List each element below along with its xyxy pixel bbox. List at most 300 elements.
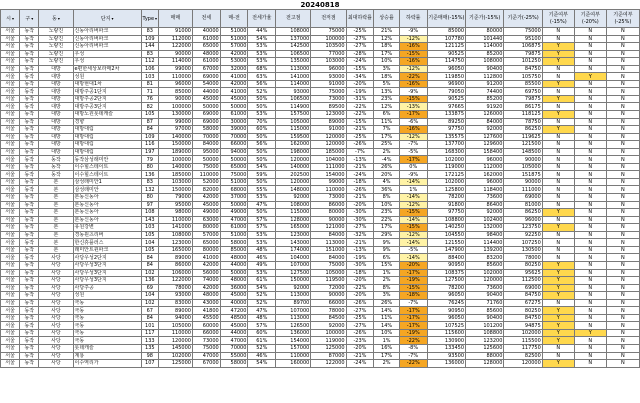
table-cell[interactable]: 86250	[504, 209, 542, 217]
table-cell[interactable]: 45000	[220, 322, 248, 330]
table-cell[interactable]: 우성	[73, 50, 141, 58]
table-cell[interactable]: -24%	[346, 171, 374, 179]
table-cell[interactable]: 89500	[311, 103, 346, 111]
table-cell[interactable]: 110000	[158, 329, 192, 337]
table-cell[interactable]: -12%	[399, 65, 427, 73]
table-cell[interactable]: 122000	[311, 360, 346, 368]
table-cell[interactable]: 130500	[504, 246, 542, 254]
table-cell[interactable]: 63%	[248, 73, 276, 81]
table-cell[interactable]: 50%	[248, 148, 276, 156]
table-cell[interactable]: 17%	[374, 224, 400, 232]
table-cell[interactable]: N	[542, 194, 574, 202]
table-cell[interactable]: 133	[141, 337, 158, 345]
table-cell[interactable]: -15%	[346, 118, 374, 126]
table-cell[interactable]: 116	[141, 141, 158, 149]
table-cell[interactable]: 100000	[158, 156, 192, 164]
table-cell[interactable]: 78000	[504, 254, 542, 262]
table-cell[interactable]: -19%	[399, 329, 427, 337]
table-cell[interactable]: 74400	[466, 88, 504, 96]
table-cell[interactable]: 100000	[311, 329, 346, 337]
table-cell[interactable]: 대방주공2단지	[73, 95, 141, 103]
table-cell[interactable]: N	[574, 231, 606, 239]
table-cell[interactable]: 80250	[504, 307, 542, 315]
table-cell[interactable]: 104	[141, 239, 158, 247]
table-cell[interactable]: 서울	[1, 277, 20, 285]
table-cell[interactable]: 서울	[1, 194, 20, 202]
table-cell[interactable]: 17%	[374, 50, 400, 58]
table-cell[interactable]: 75000	[192, 163, 220, 171]
table-cell[interactable]: 121000	[311, 224, 346, 232]
table-cell[interactable]: 노량진	[39, 43, 73, 51]
table-cell[interactable]: N	[606, 118, 639, 126]
table-cell[interactable]: -20%	[399, 261, 427, 269]
table-cell[interactable]: 133875	[427, 111, 465, 119]
table-cell[interactable]: 75000	[504, 28, 542, 36]
table-cell[interactable]: 동작	[20, 239, 39, 247]
table-cell[interactable]: 119850	[427, 73, 465, 81]
table-cell[interactable]: 58000	[220, 239, 248, 247]
table-cell[interactable]: 159500	[276, 133, 311, 141]
table-cell[interactable]: N	[606, 186, 639, 194]
table-cell[interactable]: 대방대림	[73, 141, 141, 149]
table-cell[interactable]: -21%	[346, 352, 374, 360]
table-cell[interactable]: 81000	[504, 201, 542, 209]
table-cell[interactable]: -21%	[346, 194, 374, 202]
table-cell[interactable]: Y	[542, 337, 574, 345]
table-cell[interactable]: 50000	[220, 269, 248, 277]
table-cell[interactable]: 6%	[374, 254, 400, 262]
table-cell[interactable]: N	[574, 28, 606, 36]
table-cell[interactable]: 52%	[248, 299, 276, 307]
table-cell[interactable]: 102000	[466, 269, 504, 277]
column-header[interactable]: Type▾	[141, 10, 158, 28]
table-cell[interactable]: 동작	[20, 201, 39, 209]
table-cell[interactable]: 42000	[220, 50, 248, 58]
table-cell[interactable]: 67	[141, 307, 158, 315]
table-cell[interactable]: 41000	[192, 254, 220, 262]
table-cell[interactable]: 90400	[466, 65, 504, 73]
table-cell[interactable]: 51000	[220, 35, 248, 43]
table-cell[interactable]: 8%	[374, 194, 400, 202]
table-cell[interactable]: 50%	[248, 103, 276, 111]
table-cell[interactable]: 동작	[39, 156, 73, 164]
table-cell[interactable]: 102	[141, 269, 158, 277]
column-header[interactable]: 단지▾	[73, 10, 141, 28]
table-cell[interactable]: 96050	[427, 314, 465, 322]
table-cell[interactable]: 82	[141, 103, 158, 111]
table-cell[interactable]: 120000	[504, 360, 542, 368]
table-cell[interactable]: 126500	[276, 322, 311, 330]
table-cell[interactable]: 22%	[374, 216, 400, 224]
table-cell[interactable]: 47200	[220, 307, 248, 315]
table-cell[interactable]: 132	[141, 186, 158, 194]
table-cell[interactable]: 대방	[39, 118, 73, 126]
table-cell[interactable]: -14%	[399, 178, 427, 186]
table-cell[interactable]: 150000	[276, 277, 311, 285]
table-cell[interactable]: 78000	[311, 307, 346, 315]
table-cell[interactable]: 서울	[1, 50, 20, 58]
table-cell[interactable]: 108000	[466, 58, 504, 66]
table-cell[interactable]: 136000	[276, 329, 311, 337]
table-cell[interactable]: 75000	[311, 88, 346, 96]
table-cell[interactable]: 83	[141, 50, 158, 58]
table-cell[interactable]: N	[606, 224, 639, 232]
column-header[interactable]: 매-전	[220, 10, 248, 28]
table-cell[interactable]: N	[606, 277, 639, 285]
table-cell[interactable]: -18%	[346, 178, 374, 186]
table-cell[interactable]: -20%	[346, 80, 374, 88]
table-cell[interactable]: -24%	[346, 58, 374, 66]
table-cell[interactable]: N	[574, 299, 606, 307]
table-cell[interactable]: -15%	[399, 95, 427, 103]
table-cell[interactable]: 동작	[20, 292, 39, 300]
table-cell[interactable]: 동작	[20, 148, 39, 156]
table-cell[interactable]: 54%	[248, 163, 276, 171]
table-cell[interactable]: 57000	[220, 43, 248, 51]
table-cell[interactable]: 21%	[374, 28, 400, 36]
table-cell[interactable]: 26%	[374, 299, 400, 307]
table-cell[interactable]: 114900	[276, 103, 311, 111]
table-cell[interactable]: -26%	[346, 329, 374, 337]
table-cell[interactable]: 119500	[311, 277, 346, 285]
table-cell[interactable]: Y	[574, 73, 606, 81]
table-cell[interactable]: N	[542, 88, 574, 96]
table-cell[interactable]: 계룡	[73, 352, 141, 360]
table-cell[interactable]: 동작	[20, 133, 39, 141]
table-cell[interactable]: -14%	[399, 239, 427, 247]
table-cell[interactable]: 96000	[311, 65, 346, 73]
table-cell[interactable]: 148000	[276, 186, 311, 194]
table-cell[interactable]: N	[606, 239, 639, 247]
table-cell[interactable]: 사당	[39, 261, 73, 269]
column-header[interactable]: 구▾	[20, 10, 39, 28]
table-cell[interactable]: 85600	[466, 261, 504, 269]
table-cell[interactable]: 14%	[374, 307, 400, 315]
table-cell[interactable]: 82000	[192, 186, 220, 194]
table-cell[interactable]: -27%	[346, 307, 374, 315]
table-cell[interactable]: N	[574, 103, 606, 111]
table-cell[interactable]: 87	[141, 118, 158, 126]
table-cell[interactable]: 85200	[466, 95, 504, 103]
table-cell[interactable]: 42000	[192, 284, 220, 292]
table-cell[interactable]: -26%	[346, 186, 374, 194]
table-cell[interactable]: 103	[141, 224, 158, 232]
table-cell[interactable]: 41800	[192, 307, 220, 315]
table-cell[interactable]: 123000	[276, 231, 311, 239]
table-cell[interactable]: 147900	[427, 246, 465, 254]
table-cell[interactable]: 서울	[1, 322, 20, 330]
table-cell[interactable]: N	[574, 239, 606, 247]
table-cell[interactable]: Y	[542, 80, 574, 88]
table-cell[interactable]: 80	[141, 194, 158, 202]
table-cell[interactable]: 71760	[466, 299, 504, 307]
table-cell[interactable]: 극동	[73, 314, 141, 322]
table-cell[interactable]: 사당우성3단지	[73, 261, 141, 269]
table-cell[interactable]: N	[606, 141, 639, 149]
table-cell[interactable]: 111000	[504, 186, 542, 194]
table-cell[interactable]: 동작	[20, 322, 39, 330]
table-cell[interactable]: -20%	[346, 292, 374, 300]
table-cell[interactable]: 78200	[427, 194, 465, 202]
table-cell[interactable]: 89000	[158, 254, 192, 262]
table-cell[interactable]: N	[606, 35, 639, 43]
table-cell[interactable]: 12%	[374, 35, 400, 43]
table-cell[interactable]: 사당	[39, 322, 73, 330]
table-cell[interactable]: 50%	[248, 156, 276, 164]
table-cell[interactable]: N	[574, 246, 606, 254]
table-cell[interactable]: 61000	[192, 58, 220, 66]
table-cell[interactable]: -14%	[399, 194, 427, 202]
table-cell[interactable]: N	[606, 344, 639, 352]
table-cell[interactable]: 165000	[276, 224, 311, 232]
table-cell[interactable]: 96000	[466, 178, 504, 186]
column-header[interactable]: 시▾	[1, 10, 20, 28]
table-cell[interactable]: 41000	[220, 88, 248, 96]
table-cell[interactable]: 109	[141, 35, 158, 43]
column-header[interactable]: 기준여부(-20%)	[574, 10, 606, 28]
table-cell[interactable]: 92000	[276, 284, 311, 292]
table-cell[interactable]: 168300	[427, 148, 465, 156]
table-cell[interactable]: -19%	[346, 88, 374, 96]
table-cell[interactable]: -8%	[399, 344, 427, 352]
table-cell[interactable]: 본동신동아	[73, 216, 141, 224]
table-cell[interactable]: 91800	[427, 201, 465, 209]
table-cell[interactable]: -34%	[346, 73, 374, 81]
table-cell[interactable]: N	[542, 156, 574, 164]
table-cell[interactable]: 95625	[504, 269, 542, 277]
table-cell[interactable]: N	[574, 307, 606, 315]
table-cell[interactable]: -22%	[399, 360, 427, 368]
table-cell[interactable]: 53%	[248, 239, 276, 247]
table-cell[interactable]: 59%	[248, 171, 276, 179]
table-cell[interactable]: N	[574, 277, 606, 285]
table-cell[interactable]: 40000	[220, 299, 248, 307]
table-cell[interactable]: N	[574, 88, 606, 96]
table-cell[interactable]: -22%	[346, 103, 374, 111]
table-cell[interactable]: 동작	[20, 73, 39, 81]
table-cell[interactable]: N	[606, 231, 639, 239]
table-cell[interactable]: N	[606, 292, 639, 300]
table-cell[interactable]: 112500	[504, 277, 542, 285]
table-cell[interactable]: 서울	[1, 178, 20, 186]
table-cell[interactable]: 108000	[276, 201, 311, 209]
table-cell[interactable]: 107780	[427, 35, 465, 43]
table-cell[interactable]: 서울	[1, 299, 20, 307]
table-cell[interactable]: -4%	[374, 156, 400, 164]
table-cell[interactable]: 121500	[504, 141, 542, 149]
table-cell[interactable]: -17%	[399, 111, 427, 119]
table-cell[interactable]: -17%	[399, 269, 427, 277]
table-cell[interactable]: 10%	[374, 329, 400, 337]
table-cell[interactable]: 79050	[427, 88, 465, 96]
table-cell[interactable]: 53%	[248, 43, 276, 51]
table-cell[interactable]: 노량진	[39, 50, 73, 58]
table-cell[interactable]: 121550	[427, 239, 465, 247]
table-cell[interactable]: 99000	[158, 65, 192, 73]
table-cell[interactable]: 14%	[374, 322, 400, 330]
table-cell[interactable]: 119625	[504, 133, 542, 141]
table-cell[interactable]: 136	[141, 277, 158, 285]
table-cell[interactable]: N	[606, 103, 639, 111]
filter-dropdown-icon[interactable]: ▾	[155, 15, 158, 21]
column-header[interactable]: 전세가율	[248, 10, 276, 28]
table-cell[interactable]: 대방	[39, 141, 73, 149]
table-cell[interactable]: 사당	[39, 292, 73, 300]
table-cell[interactable]: 사당	[39, 284, 73, 292]
table-cell[interactable]: 106000	[158, 269, 192, 277]
table-cell[interactable]: 135	[141, 344, 158, 352]
table-cell[interactable]: 140000	[276, 163, 311, 171]
table-cell[interactable]: 105000	[504, 163, 542, 171]
table-cell[interactable]: 동작	[20, 344, 39, 352]
table-cell[interactable]: 113000	[276, 292, 311, 300]
table-cell[interactable]: 84	[141, 126, 158, 134]
table-cell[interactable]: 66000	[311, 299, 346, 307]
table-cell[interactable]: 13%	[374, 88, 400, 96]
table-cell[interactable]: N	[606, 299, 639, 307]
table-cell[interactable]: -25%	[346, 28, 374, 36]
table-cell[interactable]: 142500	[276, 43, 311, 51]
table-cell[interactable]: 32000	[220, 65, 248, 73]
filter-dropdown-icon[interactable]: ▾	[57, 15, 60, 21]
table-cell[interactable]: -16%	[399, 43, 427, 51]
table-cell[interactable]: 154000	[311, 171, 346, 179]
table-cell[interactable]: Y	[542, 209, 574, 217]
table-cell[interactable]: 127600	[466, 133, 504, 141]
table-cell[interactable]: 46%	[248, 352, 276, 360]
table-cell[interactable]: 185000	[158, 171, 192, 179]
table-cell[interactable]: -20%	[346, 344, 374, 352]
table-cell[interactable]: 54000	[192, 80, 220, 88]
table-cell[interactable]: 96900	[427, 80, 465, 88]
table-cell[interactable]: 53%	[248, 269, 276, 277]
table-cell[interactable]: 극동	[73, 337, 141, 345]
table-cell[interactable]: 141000	[276, 73, 311, 81]
table-cell[interactable]: Y	[542, 95, 574, 103]
table-cell[interactable]: N	[574, 201, 606, 209]
table-cell[interactable]: 90000	[311, 292, 346, 300]
table-cell[interactable]: 78000	[158, 284, 192, 292]
table-cell[interactable]: 50000	[220, 103, 248, 111]
table-cell[interactable]: 서울	[1, 201, 20, 209]
table-cell[interactable]: N	[542, 246, 574, 254]
table-cell[interactable]: 동작	[20, 209, 39, 217]
table-cell[interactable]: 118400	[466, 186, 504, 194]
table-cell[interactable]: 동작	[20, 337, 39, 345]
table-cell[interactable]: 93000	[276, 88, 311, 96]
table-cell[interactable]: 대방대림	[73, 133, 141, 141]
table-cell[interactable]: 15%	[374, 261, 400, 269]
table-cell[interactable]: Y	[542, 261, 574, 269]
table-cell[interactable]: 84750	[504, 292, 542, 300]
table-cell[interactable]: 대방주공1단지	[73, 88, 141, 96]
table-cell[interactable]: 54%	[248, 35, 276, 43]
table-cell[interactable]: 서울	[1, 307, 20, 315]
table-cell[interactable]: 68000	[220, 186, 248, 194]
table-cell[interactable]: -14%	[399, 254, 427, 262]
table-cell[interactable]: 92000	[466, 209, 504, 217]
table-cell[interactable]: 91920	[466, 103, 504, 111]
table-cell[interactable]: 54%	[248, 284, 276, 292]
table-cell[interactable]: 9%	[374, 246, 400, 254]
table-cell[interactable]: 60000	[192, 322, 220, 330]
table-cell[interactable]: 107000	[276, 261, 311, 269]
table-cell[interactable]: -13%	[346, 156, 374, 164]
table-cell[interactable]: Y	[542, 307, 574, 315]
table-cell[interactable]: 동작	[20, 277, 39, 285]
table-cell[interactable]: 57000	[192, 231, 220, 239]
table-cell[interactable]: 동작	[20, 329, 39, 337]
table-cell[interactable]: 본동신동아	[73, 201, 141, 209]
table-cell[interactable]: 53%	[248, 194, 276, 202]
table-cell[interactable]: 사당	[39, 329, 73, 337]
table-cell[interactable]: 107000	[276, 307, 311, 315]
table-cell[interactable]: 44000	[220, 261, 248, 269]
table-cell[interactable]: 서울	[1, 141, 20, 149]
table-cell[interactable]: 63000	[192, 216, 220, 224]
table-cell[interactable]: N	[574, 141, 606, 149]
table-cell[interactable]: N	[542, 201, 574, 209]
table-cell[interactable]: N	[574, 156, 606, 164]
table-cell[interactable]: 17%	[374, 352, 400, 360]
table-cell[interactable]: 151000	[311, 246, 346, 254]
table-cell[interactable]: 108375	[427, 269, 465, 277]
table-cell[interactable]: 94875	[504, 322, 542, 330]
table-cell[interactable]: -22%	[399, 73, 427, 81]
table-cell[interactable]: 서울	[1, 239, 20, 247]
table-cell[interactable]: N	[542, 103, 574, 111]
table-cell[interactable]: 83	[141, 178, 158, 186]
table-cell[interactable]: 서울	[1, 344, 20, 352]
table-cell[interactable]: 102000	[427, 178, 465, 186]
table-cell[interactable]: 48%	[248, 314, 276, 322]
table-cell[interactable]: 44000	[192, 88, 220, 96]
table-cell[interactable]: 137000	[276, 35, 311, 43]
table-cell[interactable]: -19%	[346, 254, 374, 262]
table-cell[interactable]: 47%	[248, 201, 276, 209]
table-cell[interactable]: 본	[39, 209, 73, 217]
table-cell[interactable]: N	[606, 307, 639, 315]
table-cell[interactable]: 서울	[1, 284, 20, 292]
table-cell[interactable]: 53%	[248, 50, 276, 58]
table-cell[interactable]: 110000	[192, 171, 220, 179]
table-cell[interactable]: 신동아리버파크	[73, 28, 141, 36]
table-cell[interactable]: -15%	[399, 50, 427, 58]
table-cell[interactable]: 102000	[158, 352, 192, 360]
table-cell[interactable]: 51000	[220, 178, 248, 186]
table-cell[interactable]: 123000	[311, 111, 346, 119]
table-cell[interactable]: 79875	[504, 50, 542, 58]
table-cell[interactable]: 46%	[248, 254, 276, 262]
table-cell[interactable]: 85000	[158, 88, 192, 96]
table-cell[interactable]: 이수힐스테이트	[73, 163, 141, 171]
table-cell[interactable]: 56000	[192, 269, 220, 277]
table-cell[interactable]: 경향	[73, 118, 141, 126]
table-cell[interactable]: N	[542, 73, 574, 81]
table-cell[interactable]: 100000	[158, 103, 192, 111]
table-cell[interactable]: -25%	[346, 314, 374, 322]
table-cell[interactable]: 53%	[248, 111, 276, 119]
table-cell[interactable]: N	[542, 186, 574, 194]
table-cell[interactable]: 74000	[192, 277, 220, 285]
table-cell[interactable]: 동작	[20, 80, 39, 88]
table-cell[interactable]: 50000	[192, 103, 220, 111]
table-cell[interactable]: 90950	[427, 307, 465, 315]
table-cell[interactable]: 98000	[158, 209, 192, 217]
table-cell[interactable]: -17%	[399, 156, 427, 164]
table-cell[interactable]: -9%	[399, 28, 427, 36]
table-cell[interactable]: 120000	[311, 133, 346, 141]
